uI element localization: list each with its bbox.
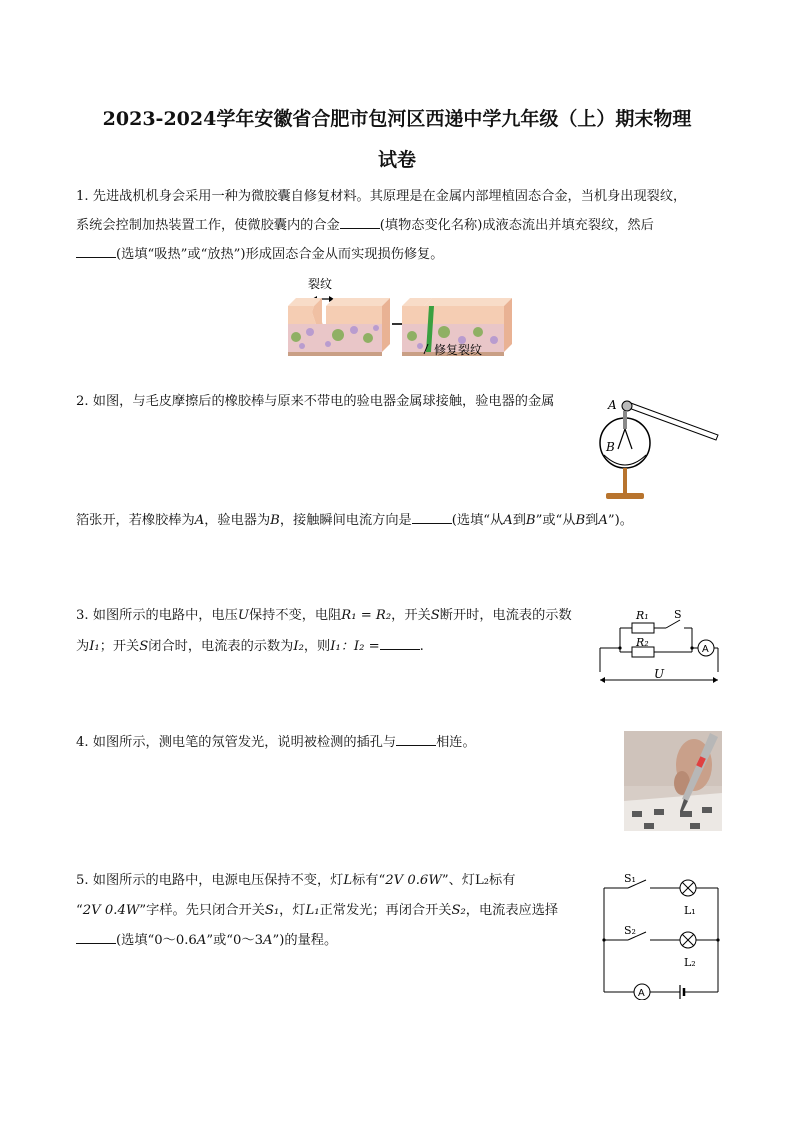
q3-line1 [76, 602, 572, 629]
lamp-l2: L₂ [475, 873, 490, 888]
answer-blank[interactable] [76, 243, 116, 258]
unit-a: A [196, 933, 207, 948]
q3-text: ，则 [303, 639, 331, 654]
lamp-l: L [343, 873, 353, 888]
ammeter-label: A [638, 988, 645, 999]
q3-line2 [76, 633, 424, 660]
q4-text: 相连。 [436, 735, 476, 750]
page-title-line2: 试卷 [377, 149, 416, 171]
s2-label: S₂ [624, 924, 636, 937]
q2-line1: 2. 如图，与毛皮摩擦后的橡胶棒与原来不带电的验电器金属球接触，验电器的金属 [76, 394, 555, 409]
q1-line3 [76, 241, 443, 268]
q2-text: 箔张开，若橡胶棒为 [76, 513, 195, 528]
q1-text: (填物态变化名称)成液态流出并填充裂纹，然后 [379, 218, 654, 233]
switch-label: S [674, 608, 682, 621]
answer-blank[interactable] [412, 509, 452, 524]
switch-s2: S₂ [451, 903, 466, 918]
q5-circuit-figure [600, 868, 724, 1000]
q2-text: 到 [512, 513, 526, 528]
q3-circuit-figure [596, 606, 722, 690]
label-a: A [608, 398, 617, 412]
q5-text: (选填“0～0.6 [116, 933, 197, 948]
var-s: S [430, 608, 440, 623]
q2-text: ”或“从 [535, 513, 576, 528]
test-pen-photo [624, 731, 722, 831]
q5-text: ”、灯 [441, 873, 475, 888]
lamp-spec-1: 2V 0.6W [385, 873, 442, 888]
electroscope-figure [594, 393, 724, 505]
answer-blank[interactable] [76, 929, 116, 944]
s1-label: S₁ [624, 872, 636, 885]
q2-text: 到 [585, 513, 599, 528]
var-a: A [598, 513, 608, 528]
unit-a: A [262, 933, 273, 948]
q5-line2 [76, 897, 558, 924]
q1-text: (选填“吸热”或“放热”)形成固态合金从而实现损伤修复。 [116, 247, 444, 262]
var-a: A [194, 513, 205, 528]
q5-text: 标有 [489, 873, 516, 888]
var-b: B [575, 513, 586, 528]
q2-text: ，验电器为 [204, 513, 271, 528]
l2-label: L₂ [684, 956, 696, 969]
q3-text: 为 [76, 639, 90, 654]
repair-label: 修复裂纹 [434, 343, 483, 357]
current-i2: I₂ [293, 639, 304, 654]
q5-text: ”字样。先只闭合开关 [139, 903, 265, 918]
q1-text: 系统会控制加热装置工作，使微胶囊内的合金 [76, 218, 340, 233]
q5-text: ”)的量程。 [272, 933, 338, 948]
q5-text: 5. 如图所示的电路中，电源电压保持不变，灯 [76, 873, 344, 888]
answer-blank[interactable] [396, 731, 436, 746]
answer-blank[interactable] [380, 635, 420, 650]
q5-text: ，灯 [279, 903, 306, 918]
var-a: A [503, 513, 513, 528]
q5-text: 标有“ [352, 873, 386, 888]
var-b: B [525, 513, 536, 528]
q2-text: (选填“从 [451, 513, 504, 528]
page-title: 2023-2024学年安徽省合肥市包河区西递中学九年级（上）期末物理 [102, 108, 692, 130]
current-i1: I₁ [89, 639, 100, 654]
q5-text: ”或“0～3 [206, 933, 263, 948]
q1-line1: 1. 先进战机机身会采用一种为微胶囊自修复材料。其原理是在金属内部埋植固态合金，当机身出现裂纹， [76, 189, 687, 204]
q3-text: ；开关 [99, 639, 140, 654]
r-equation: R₁ = R₂ [341, 608, 392, 623]
var-u: U [237, 608, 249, 623]
ammeter-label: A [702, 644, 709, 655]
q5-text: “ [76, 903, 83, 918]
label-b: B [606, 440, 615, 454]
q1-line2 [76, 212, 654, 239]
ratio-expression: I₁：I₂ = [330, 639, 380, 654]
var-b: B [270, 513, 280, 528]
q4-text: 4. 如图所示，测电笔的氖管发光，说明被检测的插孔与 [76, 735, 397, 750]
r2-label: R₂ [636, 636, 649, 649]
q5-text: 正常发光；再闭合开关 [319, 903, 452, 918]
q2-line2 [76, 507, 633, 534]
q3-text: 闭合时，电流表的示数为 [148, 639, 294, 654]
q2-text: ，接触瞬间电流方向是 [279, 513, 412, 528]
var-s: S [139, 639, 149, 654]
q3-text: 断开时，电流表的示数 [439, 608, 572, 623]
q3-text: . [419, 639, 424, 654]
lamp-l1: L₁ [305, 903, 320, 918]
r1-label: R₁ [636, 609, 649, 622]
q4-line1 [76, 729, 476, 756]
q5-line1 [76, 867, 515, 894]
answer-blank[interactable] [340, 214, 380, 229]
switch-s1: S₁ [264, 903, 280, 918]
q1-material-figure [282, 272, 514, 364]
q3-text: ，开关 [391, 608, 431, 623]
q3-text: 3. 如图所示的电路中，电压 [76, 608, 238, 623]
q3-text: 保持不变，电阻 [248, 608, 342, 623]
lamp-spec-2: 2V 0.4W [82, 903, 140, 918]
voltage-label: U [654, 667, 665, 681]
crack-label: 裂纹 [308, 277, 333, 291]
l1-label: L₁ [684, 904, 696, 917]
q2-text: ”)。 [607, 513, 633, 528]
q5-text: ，电流表应选择 [465, 903, 559, 918]
q5-line3 [76, 927, 337, 954]
